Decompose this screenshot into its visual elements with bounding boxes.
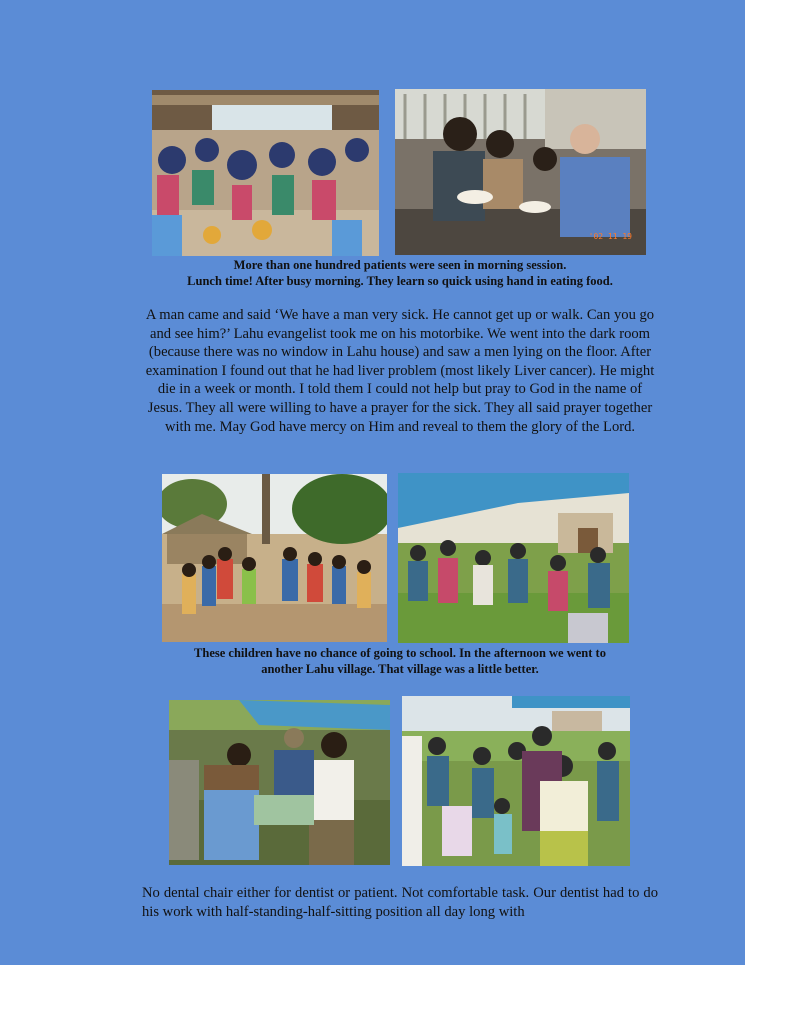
photo-lunch-time bbox=[395, 89, 646, 255]
caption-row1 bbox=[140, 257, 660, 289]
caption-row2-line2: another Lahu village. That village was a little better. bbox=[261, 662, 539, 676]
photo-lahu-village bbox=[398, 473, 629, 643]
paragraph-dental: No dental chair either for dentist or patient. Not comfortable task. Our dentist had to do his work with half-standing-half-sitting position all day long with bbox=[142, 885, 658, 920]
photo-date-stamp: '02 11 19 bbox=[588, 232, 632, 241]
caption-row1-line1: More than one hundred patients were seen in morning session. bbox=[233, 258, 567, 272]
photo-patients-crowd bbox=[152, 90, 379, 256]
photo-dentist-working bbox=[169, 700, 390, 865]
photo-waiting-patients bbox=[402, 696, 630, 866]
photo-children-village bbox=[162, 474, 387, 642]
paragraph-sick-man: A man came and said ‘We have a man very sick. He cannot get up or walk. Can you go and see him?’ Lahu evangelist took me on his motorbike. We went into the dark room (because there was no window in Lahu house) and saw a men lying on the floor. After examination I found out that he had liver problem (most likely Liver cancer). He might die in a week or month. I told them I could not help but pray to God in the name of Jesus. They all were willing to have a prayer for the sick. They all said prayer together with me. May God have mercy on Him and reveal to them the glory of the Lord. bbox=[145, 307, 655, 435]
caption-row2-line1: These children have no chance of going to school. In the afternoon we went to bbox=[194, 646, 606, 660]
caption-row2 bbox=[140, 645, 660, 677]
caption-row1-line2: Lunch time! After busy morning. They learn so quick using hand in eating food. bbox=[187, 274, 613, 288]
